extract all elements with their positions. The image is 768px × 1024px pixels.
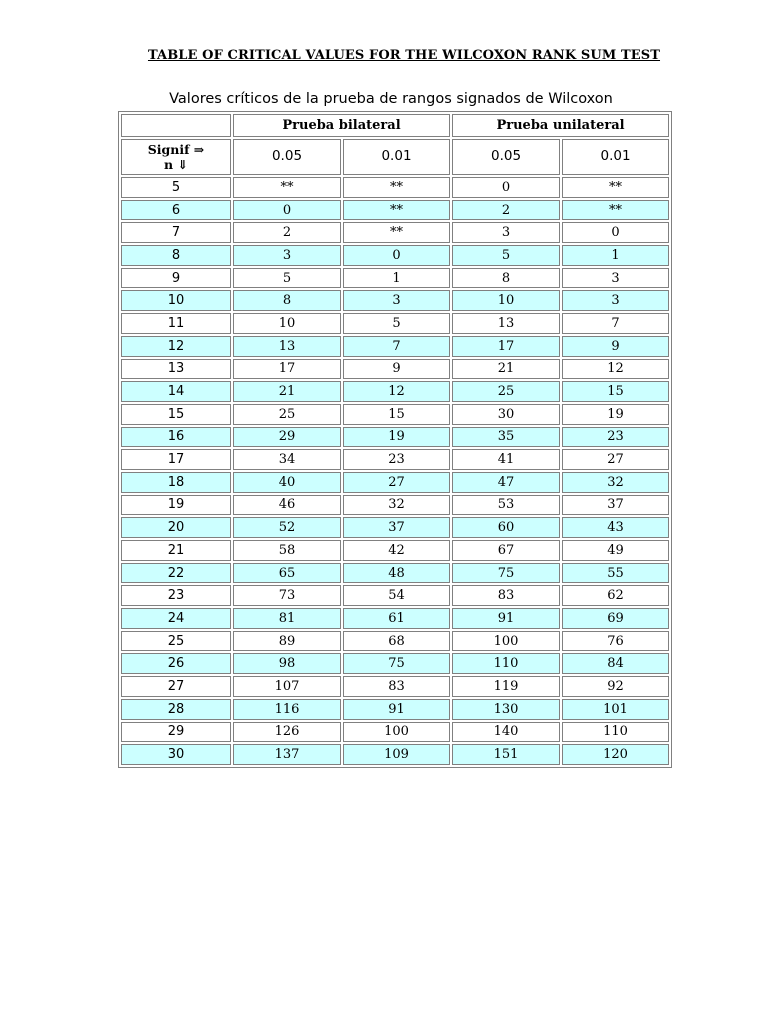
cell-bilateral-001: 19 — [343, 427, 450, 448]
cell-unilateral-005: 0 — [452, 177, 560, 198]
cell-n: 9 — [121, 268, 231, 289]
table-row — [121, 449, 669, 470]
cell-n: 10 — [121, 290, 231, 311]
cell-n: 7 — [121, 222, 231, 243]
header-group-bilateral: Prueba bilateral — [233, 114, 450, 137]
cell-unilateral-001: 23 — [562, 427, 669, 448]
header-alpha-unilateral-05: 0.05 — [452, 139, 560, 175]
cell-n: 30 — [121, 744, 231, 765]
header-row-groups — [121, 114, 669, 137]
cell-unilateral-005: 47 — [452, 472, 560, 493]
cell-bilateral-001: 48 — [343, 563, 450, 584]
critical-values-table — [118, 111, 672, 768]
cell-n: 17 — [121, 449, 231, 470]
cell-unilateral-005: 35 — [452, 427, 560, 448]
signif-label: Signif ⇒ — [147, 142, 205, 157]
cell-unilateral-001: 37 — [562, 495, 669, 516]
table-row — [121, 653, 669, 674]
cell-unilateral-001: 1 — [562, 245, 669, 266]
table-row — [121, 585, 669, 606]
table-row — [121, 472, 669, 493]
cell-n: 8 — [121, 245, 231, 266]
header-group-unilateral: Prueba unilateral — [452, 114, 669, 137]
cell-bilateral-001: ** — [343, 200, 450, 221]
cell-unilateral-005: 53 — [452, 495, 560, 516]
cell-unilateral-001: ** — [562, 200, 669, 221]
table-row — [121, 177, 669, 198]
cell-unilateral-005: 60 — [452, 517, 560, 538]
cell-unilateral-005: 91 — [452, 608, 560, 629]
header-row-alphas — [121, 139, 669, 175]
cell-n: 11 — [121, 313, 231, 334]
cell-bilateral-005: 29 — [233, 427, 341, 448]
table-row — [121, 222, 669, 243]
cell-bilateral-001: 7 — [343, 336, 450, 357]
cell-bilateral-005: 81 — [233, 608, 341, 629]
cell-unilateral-005: 5 — [452, 245, 560, 266]
cell-unilateral-005: 3 — [452, 222, 560, 243]
cell-n: 29 — [121, 722, 231, 743]
cell-bilateral-001: 109 — [343, 744, 450, 765]
cell-unilateral-005: 151 — [452, 744, 560, 765]
cell-n: 23 — [121, 585, 231, 606]
cell-unilateral-005: 140 — [452, 722, 560, 743]
cell-n: 24 — [121, 608, 231, 629]
cell-unilateral-001: 49 — [562, 540, 669, 561]
table-row — [121, 608, 669, 629]
table-row — [121, 427, 669, 448]
cell-bilateral-001: 23 — [343, 449, 450, 470]
cell-unilateral-001: 43 — [562, 517, 669, 538]
cell-unilateral-001: ** — [562, 177, 669, 198]
table-row — [121, 290, 669, 311]
table-row — [121, 744, 669, 765]
cell-n: 12 — [121, 336, 231, 357]
cell-unilateral-005: 41 — [452, 449, 560, 470]
cell-bilateral-005: 17 — [233, 359, 341, 380]
table-row — [121, 722, 669, 743]
cell-unilateral-001: 101 — [562, 699, 669, 720]
cell-bilateral-001: 83 — [343, 676, 450, 697]
table-caption: Valores críticos de la prueba de rangos signados de Wilcoxon — [169, 91, 613, 107]
cell-unilateral-001: 76 — [562, 631, 669, 652]
table-row — [121, 699, 669, 720]
table-row — [121, 404, 669, 425]
cell-unilateral-001: 3 — [562, 290, 669, 311]
cell-bilateral-001: ** — [343, 177, 450, 198]
cell-unilateral-005: 17 — [452, 336, 560, 357]
cell-bilateral-005: 5 — [233, 268, 341, 289]
cell-n: 21 — [121, 540, 231, 561]
cell-unilateral-001: 9 — [562, 336, 669, 357]
header-corner-cell — [121, 114, 231, 137]
cell-unilateral-001: 19 — [562, 404, 669, 425]
cell-n: 16 — [121, 427, 231, 448]
cell-bilateral-001: 75 — [343, 653, 450, 674]
cell-bilateral-005: 107 — [233, 676, 341, 697]
cell-bilateral-005: ** — [233, 177, 341, 198]
table-row — [121, 336, 669, 357]
cell-bilateral-005: 21 — [233, 381, 341, 402]
cell-unilateral-005: 21 — [452, 359, 560, 380]
cell-unilateral-005: 10 — [452, 290, 560, 311]
header-signif-cell — [121, 139, 231, 175]
cell-unilateral-001: 27 — [562, 449, 669, 470]
cell-bilateral-005: 98 — [233, 653, 341, 674]
cell-bilateral-005: 8 — [233, 290, 341, 311]
cell-n: 20 — [121, 517, 231, 538]
table-row — [121, 359, 669, 380]
cell-bilateral-005: 0 — [233, 200, 341, 221]
table-row — [121, 495, 669, 516]
table-row — [121, 268, 669, 289]
cell-bilateral-005: 116 — [233, 699, 341, 720]
cell-n: 26 — [121, 653, 231, 674]
cell-unilateral-001: 120 — [562, 744, 669, 765]
header-alpha-bilateral-05: 0.05 — [233, 139, 341, 175]
cell-n: 15 — [121, 404, 231, 425]
cell-n: 13 — [121, 359, 231, 380]
cell-n: 19 — [121, 495, 231, 516]
cell-bilateral-001: 12 — [343, 381, 450, 402]
cell-n: 22 — [121, 563, 231, 584]
n-label: n ⇓ — [164, 157, 188, 172]
cell-bilateral-001: 27 — [343, 472, 450, 493]
cell-bilateral-005: 34 — [233, 449, 341, 470]
cell-bilateral-005: 65 — [233, 563, 341, 584]
table-row — [121, 517, 669, 538]
cell-unilateral-001: 55 — [562, 563, 669, 584]
cell-bilateral-001: 3 — [343, 290, 450, 311]
cell-bilateral-001: 1 — [343, 268, 450, 289]
cell-bilateral-001: 0 — [343, 245, 450, 266]
cell-unilateral-005: 100 — [452, 631, 560, 652]
cell-unilateral-001: 92 — [562, 676, 669, 697]
cell-n: 5 — [121, 177, 231, 198]
cell-unilateral-005: 25 — [452, 381, 560, 402]
cell-unilateral-005: 75 — [452, 563, 560, 584]
cell-unilateral-001: 7 — [562, 313, 669, 334]
cell-unilateral-001: 3 — [562, 268, 669, 289]
cell-n: 14 — [121, 381, 231, 402]
cell-unilateral-001: 15 — [562, 381, 669, 402]
cell-bilateral-005: 52 — [233, 517, 341, 538]
cell-unilateral-001: 110 — [562, 722, 669, 743]
cell-unilateral-005: 119 — [452, 676, 560, 697]
table-row — [121, 200, 669, 221]
table-row — [121, 313, 669, 334]
cell-bilateral-001: 5 — [343, 313, 450, 334]
cell-bilateral-001: 42 — [343, 540, 450, 561]
cell-n: 27 — [121, 676, 231, 697]
cell-bilateral-001: 15 — [343, 404, 450, 425]
cell-n: 28 — [121, 699, 231, 720]
cell-bilateral-005: 46 — [233, 495, 341, 516]
cell-bilateral-001: 100 — [343, 722, 450, 743]
table-body — [121, 114, 669, 765]
cell-unilateral-005: 30 — [452, 404, 560, 425]
table-row — [121, 381, 669, 402]
cell-bilateral-005: 126 — [233, 722, 341, 743]
cell-unilateral-005: 2 — [452, 200, 560, 221]
header-alpha-bilateral-01: 0.01 — [343, 139, 450, 175]
cell-bilateral-005: 73 — [233, 585, 341, 606]
cell-n: 18 — [121, 472, 231, 493]
cell-unilateral-005: 13 — [452, 313, 560, 334]
cell-unilateral-001: 69 — [562, 608, 669, 629]
cell-bilateral-005: 2 — [233, 222, 341, 243]
header-alpha-unilateral-01: 0.01 — [562, 139, 669, 175]
cell-unilateral-005: 8 — [452, 268, 560, 289]
cell-unilateral-005: 67 — [452, 540, 560, 561]
cell-bilateral-005: 10 — [233, 313, 341, 334]
cell-bilateral-005: 25 — [233, 404, 341, 425]
cell-bilateral-001: 54 — [343, 585, 450, 606]
cell-unilateral-005: 130 — [452, 699, 560, 720]
cell-unilateral-001: 0 — [562, 222, 669, 243]
cell-unilateral-001: 84 — [562, 653, 669, 674]
cell-bilateral-001: ** — [343, 222, 450, 243]
cell-bilateral-005: 3 — [233, 245, 341, 266]
table-row — [121, 563, 669, 584]
cell-unilateral-001: 62 — [562, 585, 669, 606]
cell-unilateral-001: 32 — [562, 472, 669, 493]
cell-bilateral-001: 9 — [343, 359, 450, 380]
cell-unilateral-005: 110 — [452, 653, 560, 674]
cell-unilateral-005: 83 — [452, 585, 560, 606]
cell-bilateral-001: 68 — [343, 631, 450, 652]
table-row — [121, 540, 669, 561]
cell-bilateral-001: 32 — [343, 495, 450, 516]
cell-bilateral-005: 40 — [233, 472, 341, 493]
cell-bilateral-001: 91 — [343, 699, 450, 720]
table-row — [121, 676, 669, 697]
cell-bilateral-005: 13 — [233, 336, 341, 357]
cell-bilateral-005: 58 — [233, 540, 341, 561]
cell-bilateral-005: 89 — [233, 631, 341, 652]
cell-bilateral-001: 37 — [343, 517, 450, 538]
cell-n: 25 — [121, 631, 231, 652]
cell-bilateral-001: 61 — [343, 608, 450, 629]
cell-bilateral-005: 137 — [233, 744, 341, 765]
cell-n: 6 — [121, 200, 231, 221]
table-row — [121, 631, 669, 652]
document-title: TABLE OF CRITICAL VALUES FOR THE WILCOXON RANK SUM TEST — [147, 48, 661, 63]
table-row — [121, 245, 669, 266]
cell-unilateral-001: 12 — [562, 359, 669, 380]
